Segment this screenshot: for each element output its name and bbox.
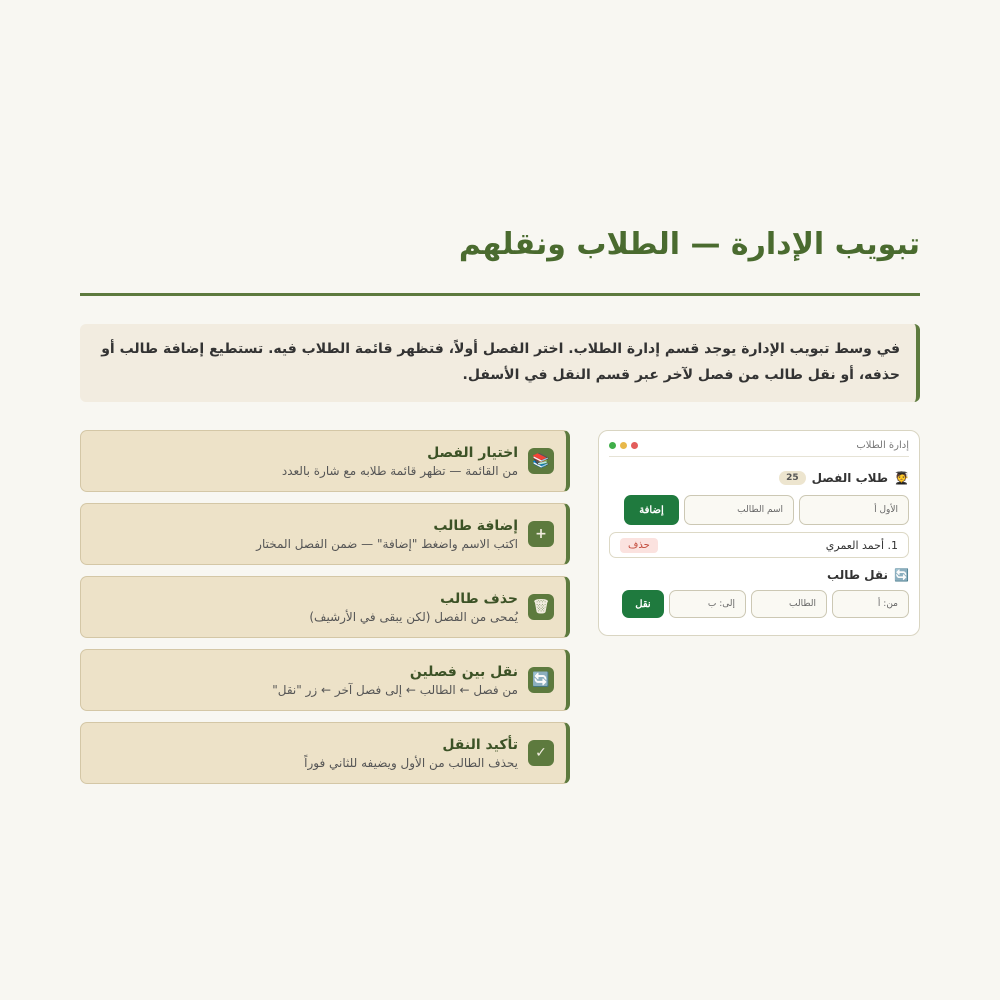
window-title: إدارة الطلاب xyxy=(856,440,909,451)
delete-student-button[interactable]: حذف xyxy=(620,538,658,553)
transfer-icon: 🔄 xyxy=(894,568,909,582)
window-titlebar xyxy=(609,439,909,457)
to-class-select[interactable]: إلى: ب xyxy=(669,590,746,618)
step-title: نقل بين فصلين xyxy=(409,663,518,680)
page-root xyxy=(80,225,920,830)
class-select[interactable]: الأول أ xyxy=(799,495,909,525)
transfer-row xyxy=(609,590,909,618)
add-student-row xyxy=(609,495,909,525)
window-controls xyxy=(609,442,638,449)
step-description: يُمحى من الفصل (لكن يبقى في الأرشيف) xyxy=(309,609,518,624)
student-name-input[interactable]: اسم الطالب xyxy=(684,495,794,525)
step-description: من فصل ← الطالب ← إلى فصل آخر ← زر "نقل" xyxy=(272,682,518,697)
steps-list xyxy=(80,430,570,795)
page-title: تبويب الإدارة — الطلاب ونقلهم xyxy=(458,227,920,262)
window-dot-green[interactable] xyxy=(609,442,616,449)
step-description: من القائمة — تظهر قائمة طلابه مع شارة بالعدد xyxy=(281,463,518,478)
content-columns xyxy=(80,430,920,830)
transfer-icon: 🔄 xyxy=(528,667,554,693)
student-icon: 🧑‍🎓 xyxy=(894,471,909,485)
intro-callout: في وسط تبويب الإدارة يوجد قسم إدارة الطلاب. اختر الفصل أولاً، فتظهر قائمة الطلاب فيه. تستطيع إضافة طالب أو حذفه، أو نقل طالب من فصل لآخر عبر قسم النقل في الأسفل. xyxy=(80,324,920,402)
student-management-window xyxy=(598,430,920,636)
window-dot-yellow[interactable] xyxy=(620,442,627,449)
transfer-student-select[interactable]: الطالب xyxy=(751,590,827,618)
student-list-item xyxy=(609,532,909,558)
books-icon: 📚 xyxy=(528,448,554,474)
step-card-transfer xyxy=(80,649,570,711)
step-description: اكتب الاسم واضغط "إضافة" — ضمن الفصل المختار xyxy=(256,536,518,551)
step-title: حذف طالب xyxy=(440,590,518,607)
transfer-button[interactable]: نقل xyxy=(622,590,664,618)
from-class-select[interactable]: من: أ xyxy=(832,590,909,618)
step-card-delete-student xyxy=(80,576,570,638)
trash-icon: 🗑 xyxy=(528,594,554,620)
step-title: إضافة طالب xyxy=(433,517,518,534)
step-title: اختيار الفصل xyxy=(427,444,518,461)
plus-icon: + xyxy=(528,521,554,547)
title-divider xyxy=(80,293,920,296)
step-title: تأكيد النقل xyxy=(442,736,518,753)
students-section-label xyxy=(609,469,909,487)
student-name: 1. أحمد العمري xyxy=(825,538,898,552)
window-dot-red[interactable] xyxy=(631,442,638,449)
transfer-section-label xyxy=(609,566,909,584)
add-student-button[interactable]: إضافة xyxy=(624,495,679,525)
step-description: يحذف الطالب من الأول ويضيفه للثاني فوراً xyxy=(304,755,518,770)
student-count-badge: 25 xyxy=(779,471,806,485)
transfer-label-text: نقل طالب xyxy=(826,568,889,582)
check-icon: ✓ xyxy=(528,740,554,766)
students-label-text: طلاب الفصل xyxy=(811,471,889,485)
step-card-choose-class xyxy=(80,430,570,492)
step-card-add-student xyxy=(80,503,570,565)
step-card-confirm-transfer xyxy=(80,722,570,784)
